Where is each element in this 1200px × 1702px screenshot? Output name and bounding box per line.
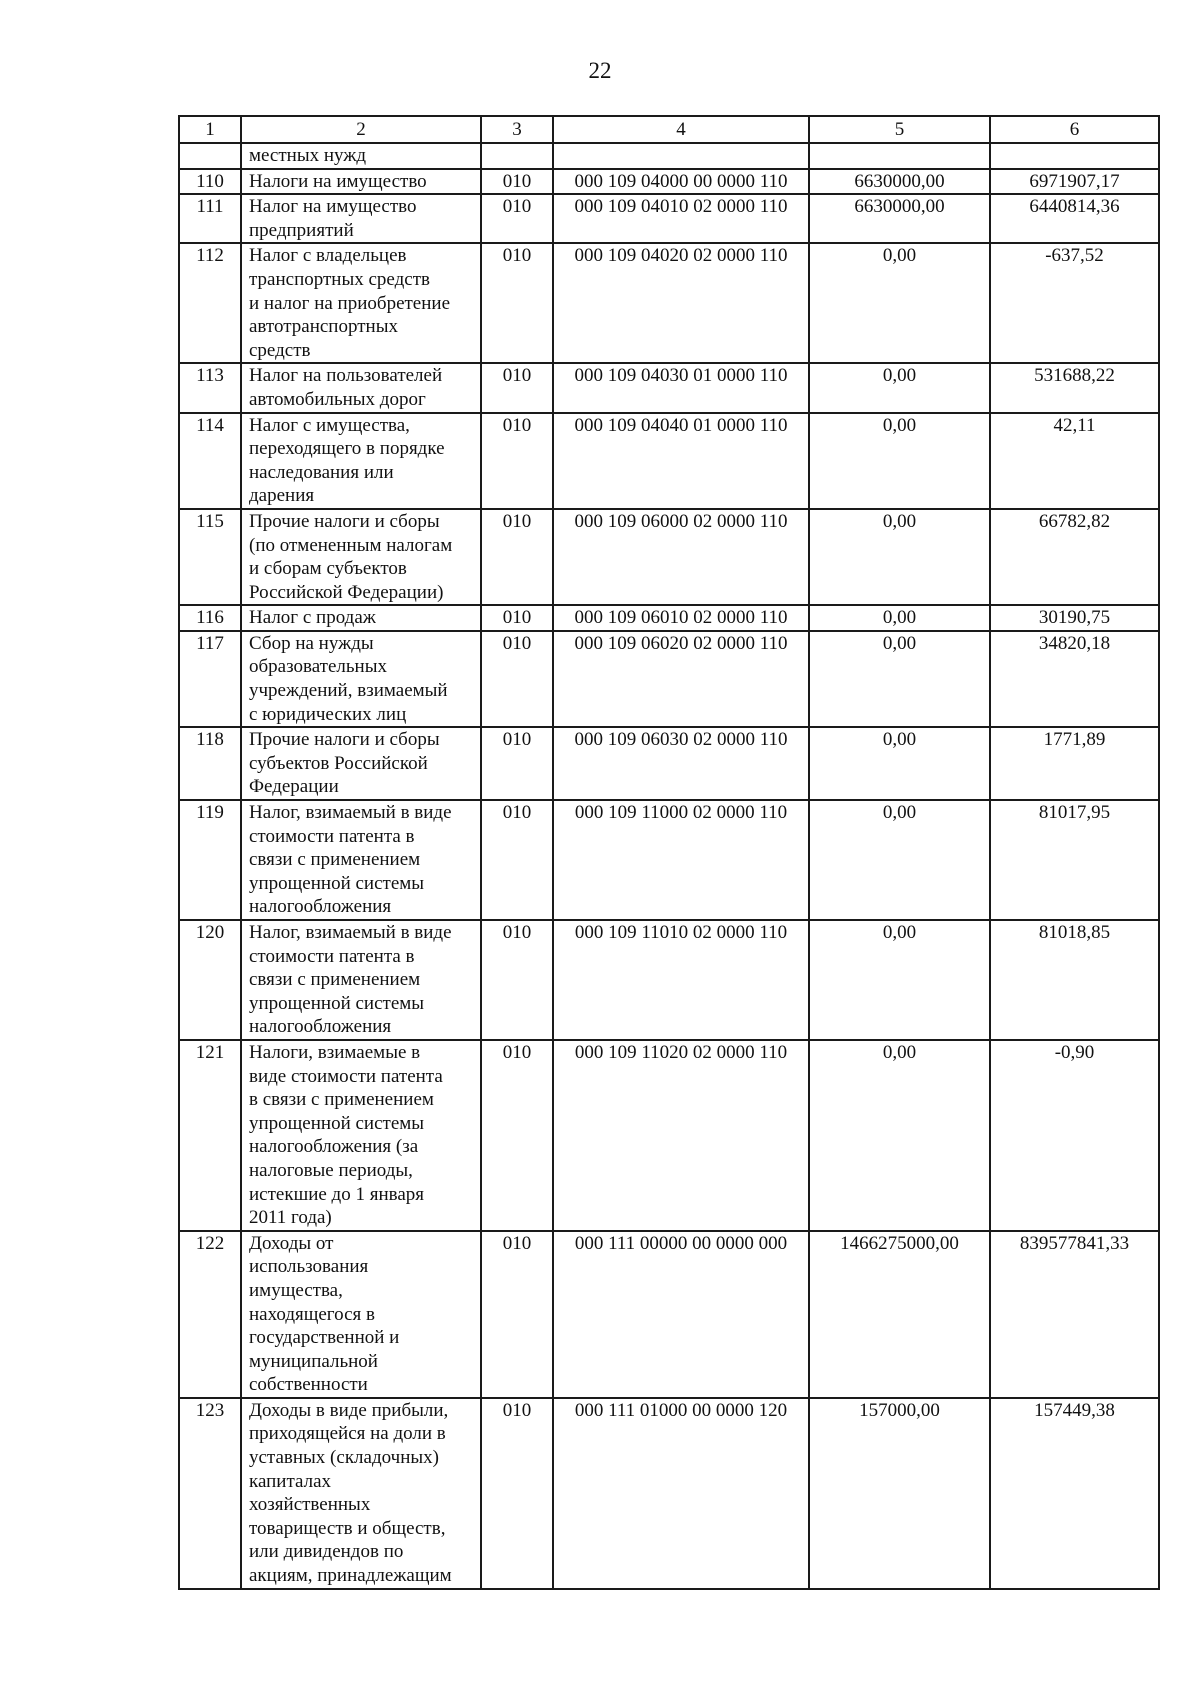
row-number bbox=[179, 143, 241, 169]
row-name-line: Доходы в виде прибыли, bbox=[249, 1399, 449, 1421]
row-name-line: и сборам субъектов bbox=[249, 558, 407, 580]
row-name-line: переходящего в порядке bbox=[249, 438, 445, 460]
row-name-line: Налог с имущества, bbox=[249, 414, 410, 436]
row-executed-amount: 531688,22 bbox=[990, 363, 1159, 412]
table-row bbox=[179, 920, 1159, 1040]
row-name-line: связи с применением bbox=[249, 849, 421, 871]
row-number: 120 bbox=[179, 920, 241, 1040]
row-name-line: Налог на имущество bbox=[249, 196, 417, 218]
row-line-code: 010 bbox=[481, 800, 553, 920]
row-name bbox=[241, 194, 481, 243]
row-approved-amount: 0,00 bbox=[809, 1040, 990, 1231]
row-budget-code: 000 109 04030 01 0000 110 bbox=[553, 363, 809, 412]
row-line-code: 010 bbox=[481, 1040, 553, 1231]
row-name-line: налогообложения (за bbox=[249, 1136, 419, 1158]
row-approved-amount: 0,00 bbox=[809, 800, 990, 920]
row-name-line: автомобильных дорог bbox=[249, 388, 426, 410]
row-budget-code: 000 109 04040 01 0000 110 bbox=[553, 413, 809, 509]
row-name-line: субъектов Российской bbox=[249, 752, 428, 774]
table-row bbox=[179, 1398, 1159, 1589]
row-name-line: Сбор на нужды bbox=[249, 632, 374, 654]
row-name bbox=[241, 243, 481, 363]
row-name bbox=[241, 1231, 481, 1398]
row-name-line: Прочие налоги и сборы bbox=[249, 510, 440, 532]
row-number: 117 bbox=[179, 631, 241, 727]
table-row bbox=[179, 194, 1159, 243]
row-name bbox=[241, 920, 481, 1040]
row-name-line: транспортных средств bbox=[249, 268, 430, 290]
row-name-line: учреждений, взимаемый bbox=[249, 680, 448, 702]
row-name-line: налогообложения bbox=[249, 896, 392, 918]
row-number: 119 bbox=[179, 800, 241, 920]
header-col-5: 5 bbox=[809, 116, 990, 143]
row-name-line: Налоги на имущество bbox=[249, 170, 427, 192]
row-line-code: 010 bbox=[481, 363, 553, 412]
row-number: 112 bbox=[179, 243, 241, 363]
row-number: 121 bbox=[179, 1040, 241, 1231]
row-name-line: муниципальной bbox=[249, 1350, 378, 1372]
row-approved-amount: 0,00 bbox=[809, 631, 990, 727]
row-name-line: средств bbox=[249, 339, 311, 361]
row-name-line: Российской Федерации) bbox=[249, 581, 444, 603]
row-name-line: хозяйственных bbox=[249, 1494, 371, 1516]
row-name-line: стоимости патента в bbox=[249, 945, 415, 967]
row-budget-code: 000 109 06030 02 0000 110 bbox=[553, 727, 809, 800]
row-name-line: Налог, взимаемый в виде bbox=[249, 922, 452, 943]
row-name bbox=[241, 509, 481, 605]
row-name-line: собственности bbox=[249, 1374, 368, 1396]
row-name-line: и налог на приобретение bbox=[249, 292, 451, 314]
table-row bbox=[179, 605, 1159, 631]
row-executed-amount bbox=[990, 143, 1159, 169]
row-executed-amount: 81018,85 bbox=[990, 920, 1159, 1040]
row-executed-amount: 66782,82 bbox=[990, 509, 1159, 605]
row-name-line: Налог с продаж bbox=[249, 607, 376, 629]
row-approved-amount: 0,00 bbox=[809, 243, 990, 363]
row-approved-amount: 0,00 bbox=[809, 413, 990, 509]
row-name-line: с юридических лиц bbox=[249, 703, 407, 725]
row-name: местных нужд bbox=[241, 143, 481, 169]
row-name-line: упрощенной системы bbox=[249, 872, 425, 894]
row-approved-amount: 0,00 bbox=[809, 509, 990, 605]
table-row bbox=[179, 1040, 1159, 1231]
table-row bbox=[179, 509, 1159, 605]
row-line-code: 010 bbox=[481, 727, 553, 800]
row-name-line: имущества, bbox=[249, 1279, 343, 1301]
row-line-code: 010 bbox=[481, 1398, 553, 1589]
row-approved-amount bbox=[809, 143, 990, 169]
row-name-line: связи с применением bbox=[249, 969, 421, 991]
row-line-code: 010 bbox=[481, 509, 553, 605]
row-name-line: Прочие налоги и сборы bbox=[249, 729, 440, 751]
row-name-line: государственной и bbox=[249, 1327, 400, 1349]
row-name bbox=[241, 605, 481, 631]
row-line-code: 010 bbox=[481, 169, 553, 195]
row-name-line: 2011 года) bbox=[249, 1207, 332, 1229]
table-row bbox=[179, 243, 1159, 363]
row-name-line: Налог, взимаемый в виде bbox=[249, 802, 452, 824]
row-line-code bbox=[481, 143, 553, 169]
row-executed-amount: 6971907,17 bbox=[990, 169, 1159, 195]
row-name-line: использования bbox=[249, 1256, 369, 1278]
row-approved-amount: 1466275000,00 bbox=[809, 1231, 990, 1398]
row-name-line: капиталах bbox=[249, 1470, 332, 1492]
row-budget-code: 000 111 00000 00 0000 000 bbox=[553, 1231, 809, 1398]
row-approved-amount: 157000,00 bbox=[809, 1398, 990, 1589]
row-budget-code: 000 109 06010 02 0000 110 bbox=[553, 605, 809, 631]
header-col-4: 4 bbox=[553, 116, 809, 143]
row-executed-amount: 157449,38 bbox=[990, 1398, 1159, 1589]
row-name bbox=[241, 363, 481, 412]
row-number: 115 bbox=[179, 509, 241, 605]
row-name-line: Налог с владельцев bbox=[249, 245, 407, 267]
table-row bbox=[179, 727, 1159, 800]
table-row bbox=[179, 363, 1159, 412]
row-name-line: налогообложения bbox=[249, 1016, 392, 1038]
table-row bbox=[179, 1231, 1159, 1398]
row-name-line: Доходы от bbox=[249, 1232, 334, 1254]
table-body bbox=[179, 143, 1159, 1589]
row-name-line: в связи с применением bbox=[249, 1089, 434, 1111]
table-row bbox=[179, 413, 1159, 509]
row-name-line: Федерации bbox=[249, 776, 339, 798]
row-number: 118 bbox=[179, 727, 241, 800]
row-name-line: истекшие до 1 января bbox=[249, 1183, 425, 1205]
row-name bbox=[241, 1040, 481, 1231]
row-number: 116 bbox=[179, 605, 241, 631]
row-approved-amount: 0,00 bbox=[809, 727, 990, 800]
row-name-line: упрощенной системы bbox=[249, 1112, 425, 1134]
table-row bbox=[179, 169, 1159, 195]
row-budget-code: 000 111 01000 00 0000 120 bbox=[553, 1398, 809, 1589]
row-executed-amount: 6440814,36 bbox=[990, 194, 1159, 243]
row-name-line: или дивидендов по bbox=[249, 1541, 404, 1563]
row-name-line: Налоги, взимаемые в bbox=[249, 1041, 421, 1063]
row-name-line: акциям, принадлежащим bbox=[249, 1565, 452, 1587]
row-name-line: автотранспортных bbox=[249, 316, 398, 338]
header-col-3: 3 bbox=[481, 116, 553, 143]
row-approved-amount: 6630000,00 bbox=[809, 194, 990, 243]
row-line-code: 010 bbox=[481, 243, 553, 363]
row-line-code: 010 bbox=[481, 1231, 553, 1398]
row-name-line: виде стоимости патента bbox=[249, 1065, 443, 1087]
row-name-line: находящегося в bbox=[249, 1303, 375, 1325]
row-name-line: дарения bbox=[249, 485, 315, 507]
row-budget-code: 000 109 04010 02 0000 110 bbox=[553, 194, 809, 243]
header-col-6: 6 bbox=[990, 116, 1159, 143]
row-approved-amount: 0,00 bbox=[809, 920, 990, 1040]
row-executed-amount: 1771,89 bbox=[990, 727, 1159, 800]
row-number: 122 bbox=[179, 1231, 241, 1398]
header-col-1: 1 bbox=[179, 116, 241, 143]
row-line-code: 010 bbox=[481, 605, 553, 631]
row-name-line: налоговые периоды, bbox=[249, 1159, 413, 1181]
row-name-line: приходящейся на доли в bbox=[249, 1423, 446, 1445]
row-executed-amount: 30190,75 bbox=[990, 605, 1159, 631]
row-line-code: 010 bbox=[481, 413, 553, 509]
row-name-line: товариществ и обществ, bbox=[249, 1517, 446, 1539]
row-name-line: (по отмененным налогам bbox=[249, 534, 453, 556]
row-budget-code: 000 109 04000 00 0000 110 bbox=[553, 169, 809, 195]
row-name bbox=[241, 413, 481, 509]
row-number: 111 bbox=[179, 194, 241, 243]
row-executed-amount: -0,90 bbox=[990, 1040, 1159, 1231]
row-name-line: упрощенной системы bbox=[249, 992, 425, 1014]
row-number: 113 bbox=[179, 363, 241, 412]
row-budget-code: 000 109 11000 02 0000 110 bbox=[553, 800, 809, 920]
row-number: 114 bbox=[179, 413, 241, 509]
row-number: 110 bbox=[179, 169, 241, 195]
row-name bbox=[241, 800, 481, 920]
row-name-line: предприятий bbox=[249, 219, 354, 241]
row-line-code: 010 bbox=[481, 194, 553, 243]
row-name-line: наследования или bbox=[249, 461, 394, 483]
row-approved-amount: 6630000,00 bbox=[809, 169, 990, 195]
row-name-line: стоимости патента в bbox=[249, 825, 415, 847]
row-name-line: уставных (складочных) bbox=[249, 1447, 439, 1469]
row-name bbox=[241, 631, 481, 727]
page-number: 22 bbox=[588, 58, 612, 83]
row-budget-code: 000 109 11020 02 0000 110 bbox=[553, 1040, 809, 1231]
row-executed-amount: 34820,18 bbox=[990, 631, 1159, 727]
header-col-2: 2 bbox=[241, 116, 481, 143]
row-budget-code: 000 109 04020 02 0000 110 bbox=[553, 243, 809, 363]
row-approved-amount: 0,00 bbox=[809, 363, 990, 412]
row-number: 123 bbox=[179, 1398, 241, 1589]
row-executed-amount: -637,52 bbox=[990, 243, 1159, 363]
row-line-code: 010 bbox=[481, 920, 553, 1040]
row-name-line: образовательных bbox=[249, 656, 387, 678]
header-row bbox=[179, 116, 1159, 143]
row-line-code: 010 bbox=[481, 631, 553, 727]
row-budget-code bbox=[553, 143, 809, 169]
row-budget-code: 000 109 11010 02 0000 110 bbox=[553, 920, 809, 1040]
revenue-table bbox=[178, 115, 1160, 1590]
row-name bbox=[241, 169, 481, 195]
row-name bbox=[241, 727, 481, 800]
row-budget-code: 000 109 06020 02 0000 110 bbox=[553, 631, 809, 727]
continuation-row bbox=[179, 143, 1159, 169]
table-row bbox=[179, 631, 1159, 727]
row-executed-amount: 839577841,33 bbox=[990, 1231, 1159, 1398]
row-executed-amount: 42,11 bbox=[990, 413, 1159, 509]
table-row bbox=[179, 800, 1159, 920]
row-name bbox=[241, 1398, 481, 1589]
row-budget-code: 000 109 06000 02 0000 110 bbox=[553, 509, 809, 605]
row-executed-amount: 81017,95 bbox=[990, 800, 1159, 920]
row-name-line: Налог на пользователей bbox=[249, 365, 443, 387]
row-approved-amount: 0,00 bbox=[809, 605, 990, 631]
